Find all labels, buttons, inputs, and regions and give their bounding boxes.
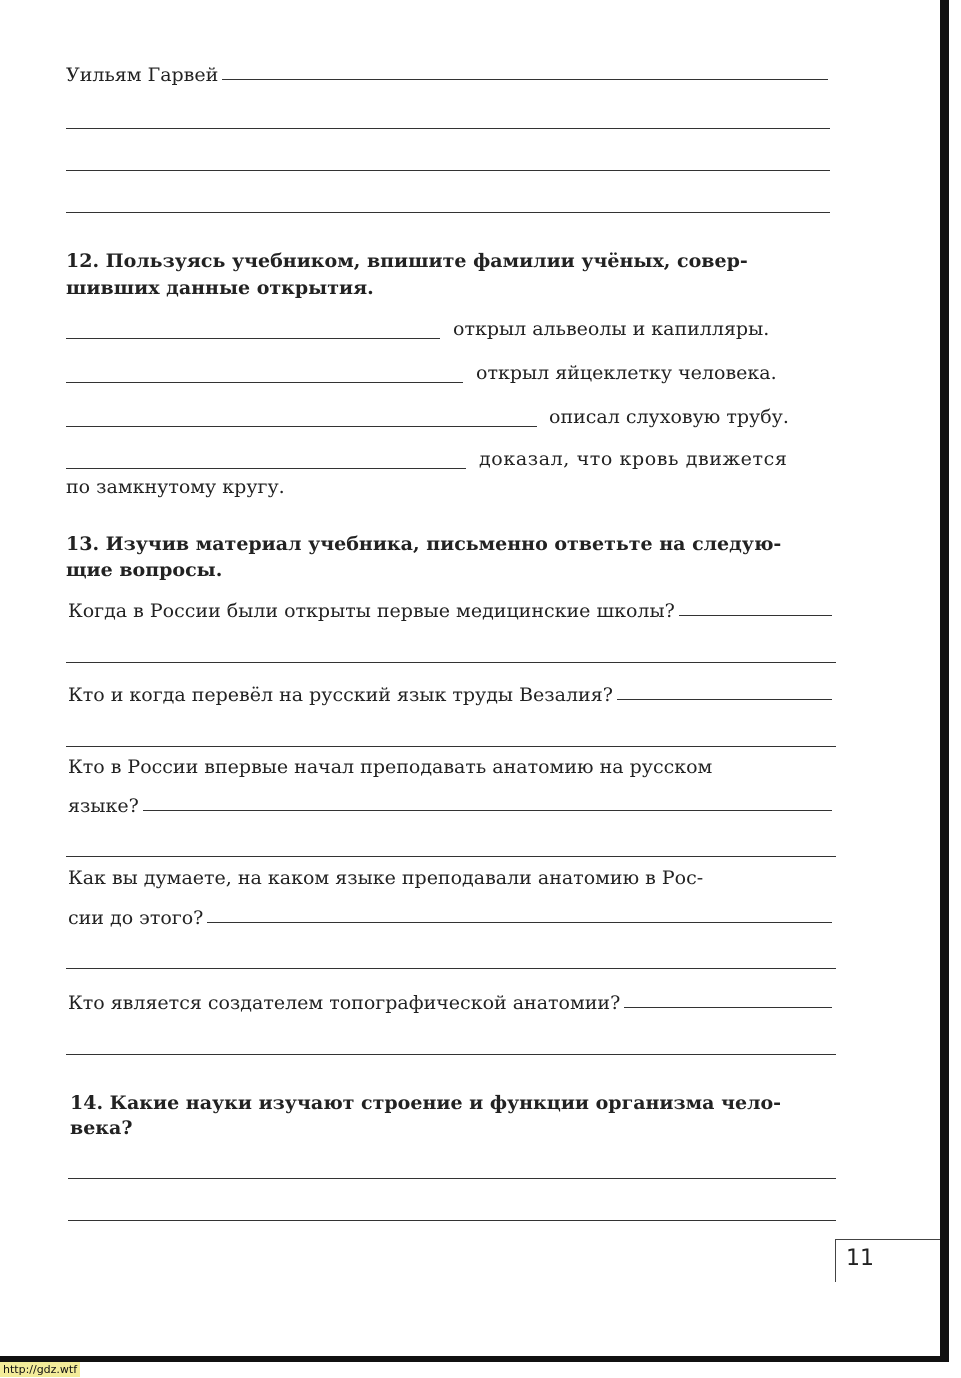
answer-line[interactable] <box>143 810 832 811</box>
answer-line[interactable] <box>624 1007 832 1008</box>
task12-title-line2: шивших данные открытия. <box>66 277 374 299</box>
question-4-line2 <box>68 907 836 929</box>
question-4-text: сии до этого? <box>68 907 204 929</box>
answer-line[interactable] <box>66 662 836 663</box>
task13-title-line2: щие вопросы. <box>66 559 223 581</box>
discovery-3: описал слуховую трубу. <box>549 406 789 428</box>
answer-line[interactable] <box>207 922 832 923</box>
answer-line[interactable] <box>222 79 828 80</box>
harvey-label: Уильям Гарвей <box>66 64 219 86</box>
answer-line[interactable] <box>66 212 830 213</box>
answer-line[interactable] <box>66 170 830 171</box>
question-1-text: Когда в России были открыты первые медицинские школы? <box>68 600 675 622</box>
task12-title-line1 <box>66 250 834 272</box>
question-3-line1: Кто в России впервые начал преподавать анатомию на русском <box>68 756 713 778</box>
page-number: 11 <box>846 1246 874 1271</box>
question-2 <box>68 684 836 706</box>
scientist-answer-line[interactable] <box>66 382 463 383</box>
question-3-line2 <box>68 795 836 817</box>
answer-line[interactable] <box>68 1220 836 1221</box>
task13-title-line1: 13. Изучив материал учебника, письменно ответьте на следую- <box>66 533 782 555</box>
question-5-text: Кто является создателем топографической анатомии? <box>68 992 621 1014</box>
scientist-answer-line[interactable] <box>66 338 440 339</box>
page-bottom-border <box>0 1356 949 1362</box>
answer-line[interactable] <box>66 968 836 969</box>
discovery-4-cont: по замкнутому кругу. <box>66 476 285 498</box>
task14-title-line2: века? <box>70 1117 133 1139</box>
answer-line[interactable] <box>66 856 836 857</box>
question-2-text: Кто и когда перевёл на русский язык труды Везалия? <box>68 684 613 706</box>
question-4-line1: Как вы думаете, на каком языке преподавали анатомию в Рос- <box>68 867 704 889</box>
answer-line[interactable] <box>679 615 832 616</box>
answer-line[interactable] <box>66 128 830 129</box>
answer-line[interactable] <box>68 1178 836 1179</box>
discovery-1: открыл альвеолы и капилляры. <box>453 318 770 340</box>
task12-title-text: 12. Пользуясь учебником, впишите фамилии учёных, совер- <box>66 250 748 272</box>
answer-line[interactable] <box>617 699 832 700</box>
scientist-answer-line[interactable] <box>66 426 537 427</box>
discovery-2: открыл яйцеклетку человека. <box>476 362 777 384</box>
watermark[interactable]: http://gdz.wtf <box>0 1362 80 1377</box>
question-3-text: языке? <box>68 795 139 817</box>
question-1 <box>68 600 836 622</box>
page-right-border <box>940 0 949 1362</box>
answer-line[interactable] <box>66 1054 836 1055</box>
discovery-4: доказал, что кровь движется <box>479 448 788 470</box>
answer-line[interactable] <box>66 746 836 747</box>
scientist-answer-line[interactable] <box>66 468 466 469</box>
harvey-row <box>66 64 832 86</box>
question-5 <box>68 992 836 1014</box>
task14-title-line1: 14. Какие науки изучают строение и функции организма чело- <box>70 1092 782 1114</box>
